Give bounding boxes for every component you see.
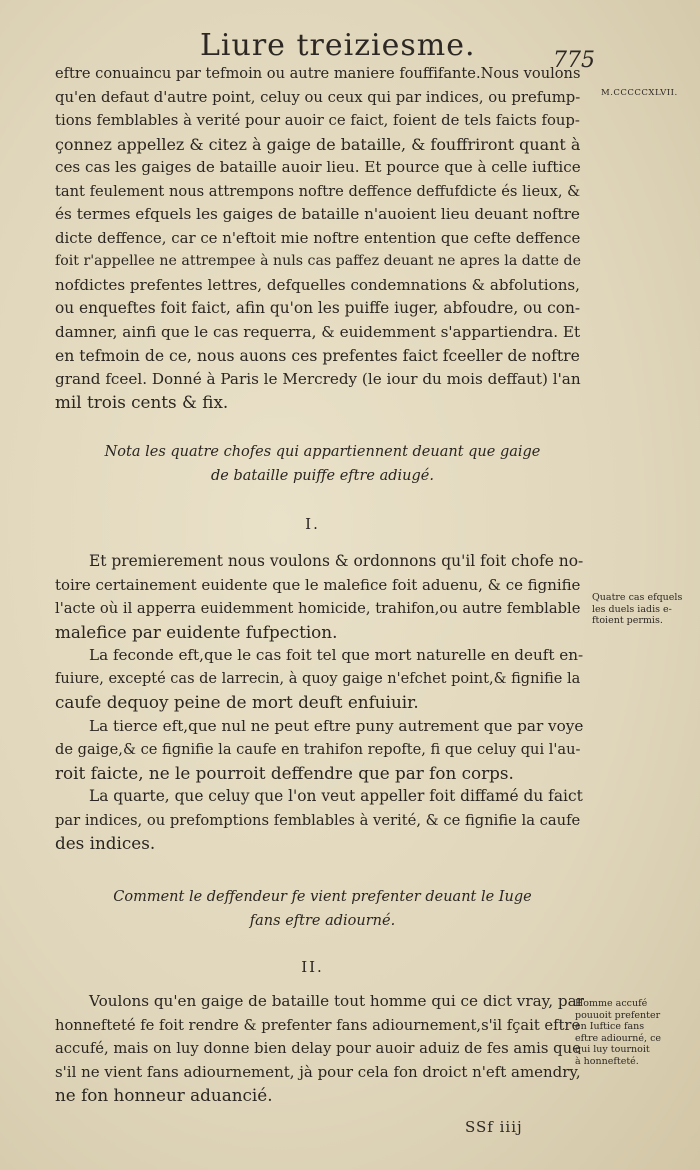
text-line: fuiure, excepté cas de larrecin, à quoy gaige n'efchet point,& fignifie la: [55, 670, 581, 687]
text-line: foit r'appellee ne attrempee à nuls cas paffez deuant ne apres la datte de: [55, 253, 581, 269]
text-line: grand fceel. Donné à Paris le Mercredy (le iour du mois deffaut) l'an: [55, 369, 581, 388]
margin-note-line: pouuoit prefenter: [575, 1009, 661, 1021]
text-line: La feconde eft,que le cas foit tel que mort naturelle en deuft en-: [89, 646, 584, 664]
margin-note-line: Homme accufé: [575, 998, 648, 1009]
text-line: eftre conuaincu par tefmoin ou autre maniere fouffifante.Nous voulons: [55, 65, 581, 82]
margin-note-line: à honnefteté.: [575, 1055, 639, 1067]
text-line: accufé, mais on luy donne bien delay pour auoir aduiz de fes amis que: [55, 1040, 581, 1057]
text-line: damner, ainfi que le cas requerra, & euidemment s'appartiendra. Et: [55, 322, 581, 341]
text-line: La quarte, que celuy que l'on veut appeller foit diffamé du faict: [89, 787, 583, 805]
text-line: tant feulement nous attrempons noftre deffence deffufdicte és lieux, &: [55, 182, 581, 200]
signature-mark: SSf iiij: [465, 1118, 523, 1136]
text-line: La tierce eft,que nul ne peut eftre puny autrement que par voye: [89, 716, 584, 735]
section-two-heading: Comment le deffendeur fe vient prefenter deuant le Iuge fans eftre adiourné.: [113, 889, 532, 929]
margin-note-line: Quatre cas efquels: [592, 592, 683, 603]
text-line: dicte deffence, car ce n'eftoit mie noftre entention que cefte deffence: [55, 228, 581, 247]
text-line: l'acte où il apperra euidemment homicide, trahifon,ou autre femblable: [55, 600, 581, 617]
section-one-number: I.: [305, 515, 320, 533]
text-line: s'il ne vient fans adiournement, jà pour cela fon droict n'eft amendry,: [55, 1062, 581, 1081]
text-line: Voulons qu'en gaige de bataille tout homme qui ce dict vray, par: [89, 992, 584, 1010]
running-title: Liure treiziesme.: [200, 28, 476, 63]
section-one-heading: Nota les quatre chofes qui appartiennent deuant que gaige de bataille puiffe eftre adiugé.: [104, 444, 541, 484]
section-two-body: [55, 990, 584, 1108]
margin-note-line: les duels iadis e-: [592, 603, 672, 615]
text-line: des indices.: [55, 833, 156, 853]
text-line: Et premierement nous voulons & ordonnons qu'il foit chofe no-: [89, 552, 584, 570]
margin-note-line: ftoient permis.: [592, 615, 663, 626]
margin-note-line: en Iuftice fans: [575, 1021, 645, 1032]
text-line: honnefteté fe foit rendre & prefenter fans adiournement,s'il fçait eftre: [55, 1016, 581, 1034]
text-line: malefice par euidente fufpection.: [55, 621, 338, 642]
text-line: ces cas les gaiges de bataille auoir lieu. Et pource que à celle iuftice: [55, 158, 581, 176]
margin-note-line: qui luy tournoit: [575, 1044, 650, 1055]
text-line: roit faicte, ne le pourroit deffendre que par fon corps.: [55, 762, 514, 783]
text-line: caufe dequoy peine de mort deuft enfuiuir.: [55, 692, 419, 712]
text-line: toire certainement euidente que le malefice foit aduenu, & ce fignifie: [55, 575, 581, 594]
text-line: nofdictes prefentes lettres, defquelles condemnations & abfolutions,: [55, 275, 580, 294]
opening-paragraph: [55, 62, 580, 415]
text-line: mil trois cents & fix.: [55, 392, 229, 412]
text-line: par indices, ou prefomptions femblables à verité, & ce fignifie la caufe: [55, 811, 581, 829]
section-one-margin-note: [592, 592, 682, 627]
section-two-number: II.: [301, 958, 324, 976]
text-line: ou enqueftes foit faict, afin qu'on les puiffe iuger, abfoudre, ou con-: [55, 299, 581, 317]
text-line: qu'en defaut d'autre point, celuy ou ceux qui par indices, ou prefump-: [55, 88, 581, 106]
text-line: en tefmoin de ce, nous auons ces prefentes faict fceeller de noftre: [55, 346, 580, 365]
text-line: tions femblables à verité pour auoir ce faict, foient de tels faicts foup-: [55, 112, 580, 129]
text-line: és termes efquels les gaiges de bataille n'auoient lieu deuant noftre: [55, 205, 580, 223]
text-line: ne fon honneur aduancié.: [55, 1085, 273, 1105]
margin-note-line: eftre adiourné, ce: [575, 1032, 662, 1044]
text-line: de gaige,& ce fignifie la caufe en trahifon repofte, fi que celuy qui l'au-: [55, 741, 581, 758]
section-one-body: [55, 550, 584, 856]
section-two-margin-note: [575, 998, 661, 1067]
page-number: 775: [553, 48, 595, 73]
marginal-year-note: M.CCCCCXLVII.: [601, 88, 678, 98]
text-line: çonnez appellez & citez à gaige de bataille, & fouffriront quant à: [55, 134, 581, 154]
